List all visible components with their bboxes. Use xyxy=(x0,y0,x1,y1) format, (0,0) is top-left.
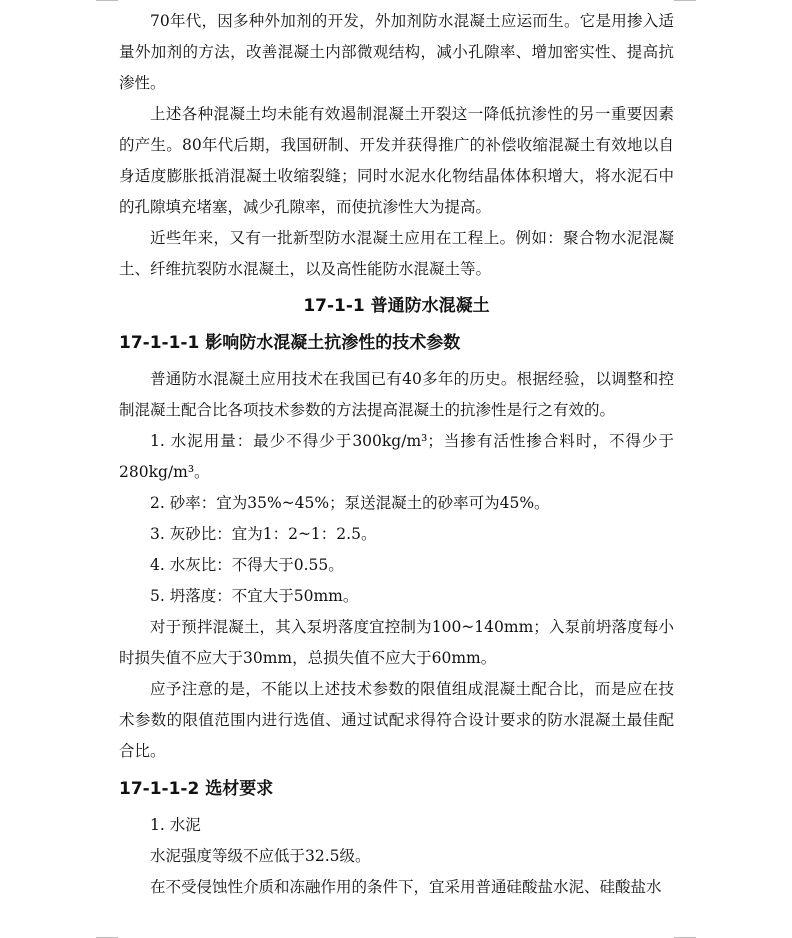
intro-paragraph-2: 上述各种混凝土均未能有效遏制混凝土开裂这一降低抗渗性的另一重要因素的产生。80年代后期，我国研制、开发并获得推广的补偿收缩混凝土有效地以自身适度膨胀抵消混凝土收缩裂缝；同时水泥水化物结晶体体积增大，将水泥石中的孔隙填充堵塞，减少孔隙率，而使抗渗性大为提高。 xyxy=(119,105,674,216)
subsection-1-title: 17-1-1-1 影响防水混凝土抗渗性的技术参数 xyxy=(119,333,461,353)
pump-slump-paragraph: 对于预拌混凝土，其入泵坍落度宜控制为100~140mm；入泵前坍落度每小时损失值不应大于30mm，总损失值不应大于60mm。 xyxy=(119,618,674,667)
crop-mark-top-left xyxy=(96,0,118,1)
parameter-item-cement-sand-ratio: 3. 灰砂比：宜为1：2~1：2.5。 xyxy=(150,525,377,543)
subsection-2-title: 17-1-1-2 选材要求 xyxy=(119,779,274,799)
parameter-item-water-cement-ratio: 4. 水灰比：不得大于0.55。 xyxy=(150,556,344,574)
mix-design-note-paragraph: 应予注意的是，不能以上述技术参数的限值组成混凝土配合比，而是应在技术参数的限值范围内进行选值、通过试配求得符合设计要求的防水混凝土最佳配合比。 xyxy=(119,680,674,760)
parameter-item-cement-content: 1. 水泥用量：最少不得少于300kg/m³；当掺有活性掺合料时，不得少于280kg/m³。 xyxy=(119,432,674,481)
subsection-1-intro: 普通防水混凝土应用技术在我国已有40多年的历史。根据经验，以调整和控制混凝土配合比各项技术参数的方法提高混凝土的抗渗性是行之有效的。 xyxy=(119,370,674,419)
crop-mark-top-right xyxy=(674,0,696,1)
parameter-item-slump: 5. 坍落度：不宜大于50mm。 xyxy=(150,587,359,605)
cement-grade-line: 水泥强度等级不应低于32.5级。 xyxy=(150,847,371,865)
intro-paragraph-3: 近些年来，又有一批新型防水混凝土应用在工程上。例如：聚合物水泥混凝土、纤维抗裂防水混凝土，以及高性能防水混凝土等。 xyxy=(119,229,674,278)
material-item-cement: 1. 水泥 xyxy=(150,816,201,834)
cement-selection-paragraph: 在不受侵蚀性介质和冻融作用的条件下，宜采用普通硅酸盐水泥、硅酸盐水 xyxy=(150,878,662,896)
section-title: 17-1-1 普通防水混凝土 xyxy=(303,296,490,316)
document-body xyxy=(119,6,674,903)
intro-paragraph-1: 70年代，因多种外加剂的开发，外加剂防水混凝土应运而生。它是用掺入适量外加剂的方法，改善混凝土内部微观结构，减小孔隙率、增加密实性、提高抗渗性。 xyxy=(119,12,674,92)
parameter-item-sand-ratio: 2. 砂率：宜为35%~45%；泵送混凝土的砂率可为45%。 xyxy=(150,494,550,512)
